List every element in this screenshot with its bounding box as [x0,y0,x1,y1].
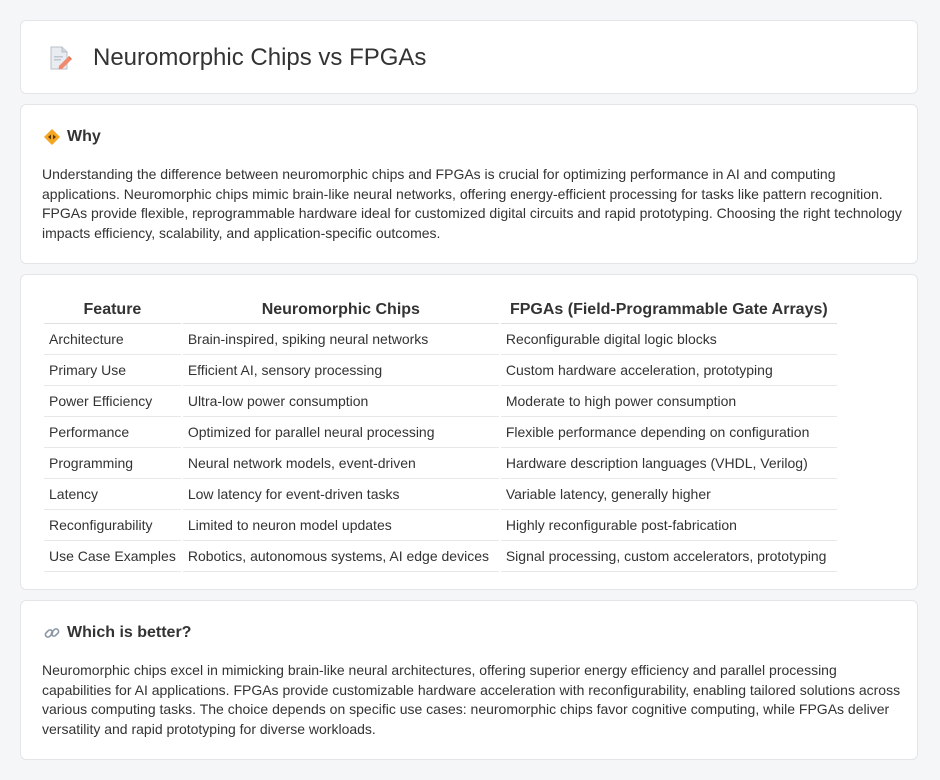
table-header-row [44,293,837,324]
page-title: Neuromorphic Chips vs FPGAs [93,44,427,71]
cell-neuromorphic: Efficient AI, sensory processing [183,355,499,386]
link-icon [43,624,61,642]
diamond-arrows-icon [43,128,61,146]
cell-neuromorphic: Low latency for event-driven tasks [183,479,499,510]
why-section [20,104,918,264]
why-header [43,127,101,147]
cell-neuromorphic: Robotics, autonomous systems, AI edge devices [183,541,499,572]
cell-feature: Programming [44,448,181,479]
why-heading: Why [67,128,101,145]
title-card [20,20,918,94]
cell-feature: Reconfigurability [44,510,181,541]
table-row [44,386,837,417]
cell-fpga: Reconfigurable digital logic blocks [501,324,837,355]
table-row [44,324,837,355]
cell-feature: Architecture [44,324,181,355]
cell-fpga: Moderate to high power consumption [501,386,837,417]
cell-neuromorphic: Limited to neuron model updates [183,510,499,541]
cell-neuromorphic: Ultra-low power consumption [183,386,499,417]
cell-neuromorphic: Neural network models, event-driven [183,448,499,479]
cell-fpga: Highly reconfigurable post-fabrication [501,510,837,541]
comparison-table [42,293,839,572]
better-heading: Which is better? [67,624,192,641]
header-neuromorphic: Neuromorphic Chips [183,293,499,324]
header-feature: Feature [44,293,181,324]
table-row [44,510,837,541]
cell-feature: Performance [44,417,181,448]
table-row [44,541,837,572]
cell-fpga: Signal processing, custom accelerators, prototyping [501,541,837,572]
cell-feature: Primary Use [44,355,181,386]
cell-feature: Use Case Examples [44,541,181,572]
cell-fpga: Flexible performance depending on configuration [501,417,837,448]
cell-neuromorphic: Brain-inspired, spiking neural networks [183,324,499,355]
document-pencil-icon [47,45,73,71]
better-header [43,623,191,643]
table-row [44,417,837,448]
better-body: Neuromorphic chips excel in mimicking brain-like neural architectures, offering superior energy efficiency and parallel processing capabilities for AI applications. FPGAs provide customizable hardware acceleration with reconfigurability, enabling tailored solutions across various computing tasks. The choice depends on specific use cases: neuromorphic chips favor cognitive computing, while FPGAs deliver versatility and rapid prototyping for diverse workloads. [42,662,901,737]
why-body: Understanding the difference between neuromorphic chips and FPGAs is crucial for optimizing performance in AI and computing applications. Neuromorphic chips mimic brain-like neural networks, offering energy-efficient processing for tasks like pattern recognition. FPGAs provide flexible, reprogrammable hardware ideal for customized digital circuits and rapid prototyping. Choosing the right technology impacts efficiency, scalability, and application-specific outcomes. [42,166,902,241]
table-row [44,355,837,386]
which-is-better-section [20,600,918,760]
cell-feature: Latency [44,479,181,510]
table-row [44,448,837,479]
cell-fpga: Custom hardware acceleration, prototyping [501,355,837,386]
comparison-section [20,274,918,590]
cell-fpga: Hardware description languages (VHDL, Verilog) [501,448,837,479]
table-row [44,479,837,510]
cell-fpga: Variable latency, generally higher [501,479,837,510]
cell-feature: Power Efficiency [44,386,181,417]
cell-neuromorphic: Optimized for parallel neural processing [183,417,499,448]
header-fpga: FPGAs (Field-Programmable Gate Arrays) [501,293,837,324]
